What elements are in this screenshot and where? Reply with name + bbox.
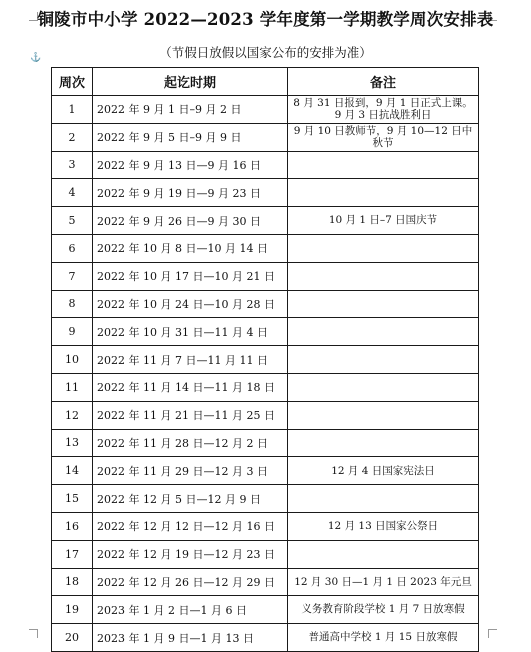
note-cell (288, 568, 479, 596)
week-number-cell: 2 (52, 123, 93, 151)
week-number-cell: 5 (52, 207, 93, 235)
week-number-cell: 3 (52, 151, 93, 179)
note-cell (288, 234, 479, 262)
week-number-cell: 13 (52, 429, 93, 457)
header-notes: 备注 (288, 68, 479, 96)
header-dates: 起讫时期 (93, 68, 288, 96)
note-text-line2: 秋节 (372, 137, 394, 150)
week-number-cell: 18 (52, 568, 93, 596)
note-cell (288, 373, 479, 401)
table-row (52, 373, 479, 401)
week-number-cell: 7 (52, 262, 93, 290)
week-number-cell: 17 (52, 540, 93, 568)
date-range-cell: 2022 年 11 月 14 日—11 月 18 日 (93, 373, 288, 401)
table-row (52, 596, 479, 624)
note-text: 8 月 31 日报到，9 月 1 日正式上课。 (293, 96, 473, 109)
date-range-cell: 2022 年 12 月 26 日—12 月 29 日 (93, 568, 288, 596)
page-corner-mark (488, 629, 497, 638)
note-text-line2: 9 月 3 日抗战胜利日 (334, 109, 432, 122)
date-range-cell: 2022 年 12 月 12 日—12 月 16 日 (93, 512, 288, 540)
date-range-cell: 2022 年 9 月 19 日—9 月 23 日 (93, 179, 288, 207)
note-cell (288, 346, 479, 374)
date-range-cell: 2022 年 9 月 5 日–9 月 9 日 (93, 123, 288, 151)
table-row (52, 457, 479, 485)
week-number-cell: 16 (52, 512, 93, 540)
week-number-cell: 9 (52, 318, 93, 346)
table-row (52, 207, 479, 235)
table-row (52, 179, 479, 207)
date-range-cell: 2022 年 9 月 13 日—9 月 16 日 (93, 151, 288, 179)
note-cell (288, 123, 479, 151)
date-range-cell: 2022 年 10 月 24 日—10 月 28 日 (93, 290, 288, 318)
table-row (52, 429, 479, 457)
note-cell (288, 624, 479, 652)
week-number-cell: 14 (52, 457, 93, 485)
note-text: 12 月 30 日—1 月 1 日 2023 年元旦 (294, 575, 472, 588)
schedule-table (51, 67, 479, 652)
table-row (52, 512, 479, 540)
note-cell (288, 207, 479, 235)
note-cell (288, 485, 479, 513)
week-number-cell: 1 (52, 96, 93, 124)
note-cell (288, 151, 479, 179)
week-number-cell: 20 (52, 624, 93, 652)
week-number-cell: 12 (52, 401, 93, 429)
week-number-cell: 6 (52, 234, 93, 262)
date-range-cell: 2022 年 10 月 8 日—10 月 14 日 (93, 234, 288, 262)
note-cell (288, 179, 479, 207)
table-row (52, 346, 479, 374)
date-range-cell: 2023 年 1 月 9 日—1 月 13 日 (93, 624, 288, 652)
header-week: 周次 (52, 68, 93, 96)
week-number-cell: 15 (52, 485, 93, 513)
note-cell (288, 429, 479, 457)
week-number-cell: 19 (52, 596, 93, 624)
date-range-cell: 2022 年 9 月 1 日–9 月 2 日 (93, 96, 288, 124)
note-cell (288, 318, 479, 346)
note-text: 10 月 1 日–7 日国庆节 (328, 214, 438, 227)
week-number-cell: 11 (52, 373, 93, 401)
note-text: 义务教育阶段学校 1 月 7 日放寒假 (301, 603, 465, 616)
week-number-cell: 10 (52, 346, 93, 374)
date-range-cell: 2022 年 11 月 29 日—12 月 3 日 (93, 457, 288, 485)
table-row (52, 234, 479, 262)
table-row (52, 290, 479, 318)
note-text: 普通高中学校 1 月 15 日放寒假 (308, 631, 458, 644)
table-row (52, 624, 479, 652)
note-text: 9 月 10 日教师节，9 月 10—12 日中 (293, 124, 473, 137)
date-range-cell: 2022 年 10 月 17 日—10 月 21 日 (93, 262, 288, 290)
table-row (52, 151, 479, 179)
table-row (52, 485, 479, 513)
date-range-cell: 2022 年 9 月 26 日—9 月 30 日 (93, 207, 288, 235)
table-row (52, 540, 479, 568)
note-cell (288, 457, 479, 485)
paragraph-anchor-icon: ⚓ (30, 53, 42, 63)
table-header-row (52, 68, 479, 96)
table-row (52, 123, 479, 151)
date-range-cell: 2023 年 1 月 2 日—1 月 6 日 (93, 596, 288, 624)
document-subtitle: （节假日放假以国家公布的安排为准） (159, 45, 372, 60)
note-cell (288, 512, 479, 540)
date-range-cell: 2022 年 11 月 7 日—11 月 11 日 (93, 346, 288, 374)
note-cell (288, 540, 479, 568)
date-range-cell: 2022 年 12 月 5 日—12 月 9 日 (93, 485, 288, 513)
date-range-cell: 2022 年 11 月 21 日—11 月 25 日 (93, 401, 288, 429)
document-title: 铜陵市中小学 2022—2023 学年度第一学期教学周次安排表 (37, 10, 494, 29)
table-row (52, 401, 479, 429)
note-cell (288, 290, 479, 318)
table-row (52, 568, 479, 596)
note-text: 12 月 13 日国家公祭日 (327, 520, 439, 533)
table-row (52, 96, 479, 124)
week-number-cell: 4 (52, 179, 93, 207)
note-cell (288, 401, 479, 429)
table-row (52, 318, 479, 346)
table-row (52, 262, 479, 290)
note-cell (288, 96, 479, 124)
week-number-cell: 8 (52, 290, 93, 318)
date-range-cell: 2022 年 12 月 19 日—12 月 23 日 (93, 540, 288, 568)
note-cell (288, 596, 479, 624)
note-text: 12 月 4 日国家宪法日 (331, 464, 435, 477)
note-cell (288, 262, 479, 290)
page-corner-mark (29, 629, 38, 638)
date-range-cell: 2022 年 11 月 28 日—12 月 2 日 (93, 429, 288, 457)
date-range-cell: 2022 年 10 月 31 日—11 月 4 日 (93, 318, 288, 346)
